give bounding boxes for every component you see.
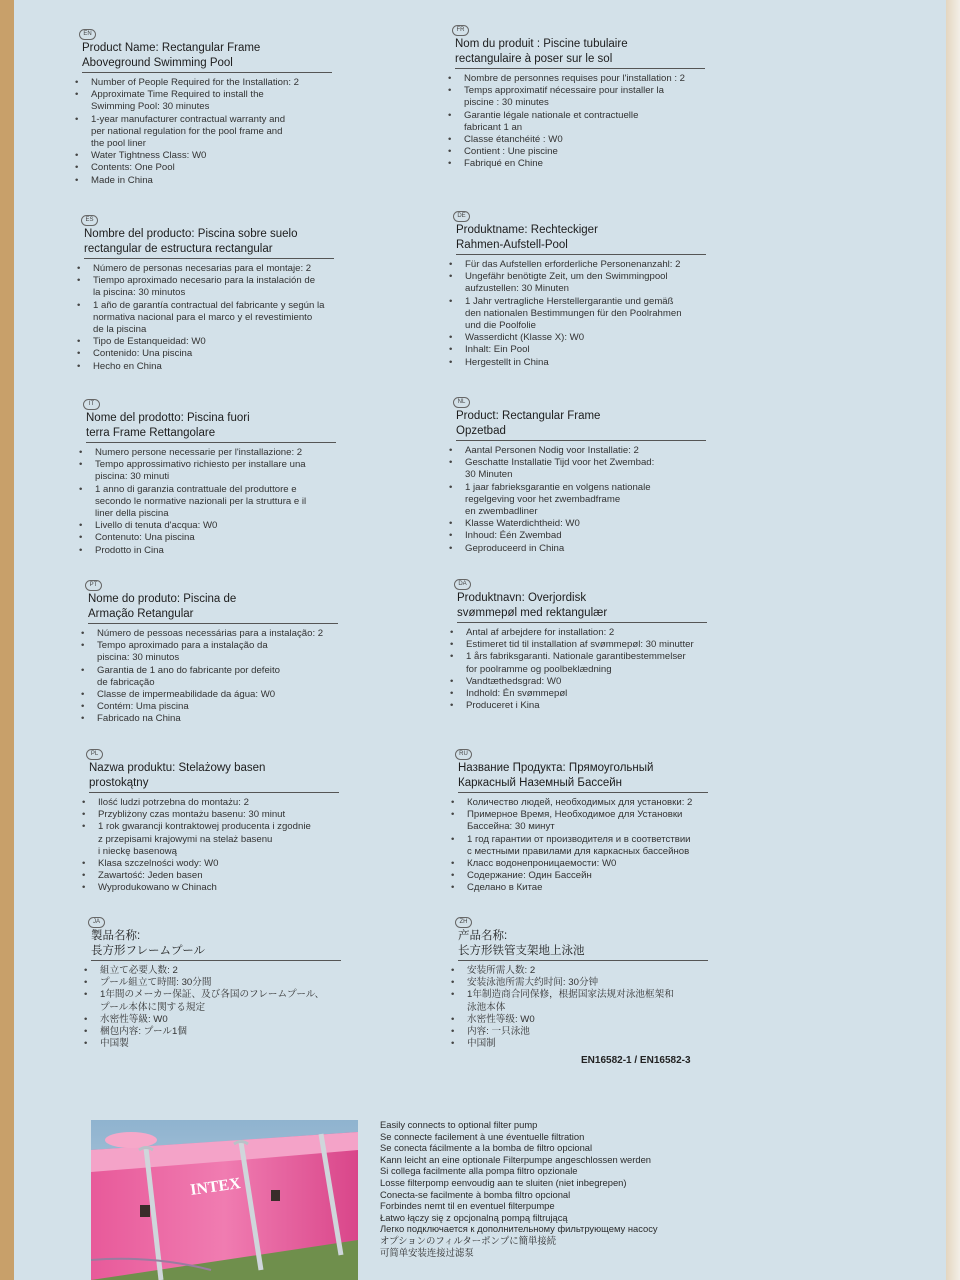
spec-item: • 1 jaar fabrieksgarantie en volgens nationale (456, 482, 718, 494)
language-badge: PL (86, 749, 103, 760)
spec-item: • Aantal Personen Nodig voor Installatie: 2 (456, 445, 718, 457)
filter-note: Se conecta fácilmente a la bomba de filtro opcional (380, 1142, 593, 1154)
title-line: Название Продукта: Прямоугольный (458, 762, 654, 774)
spec-item: • Antal af arbejdere for installation: 2 (457, 627, 719, 639)
spec-list (458, 797, 720, 895)
spec-item: • Contenuto: Una piscina (86, 532, 348, 544)
spec-item: • Número de personas necesarias para el montaje: 2 (84, 263, 346, 275)
spec-item: • Classe de impermeabilidade da água: W0 (88, 689, 350, 701)
spec-list (89, 797, 351, 895)
filter-note: Forbindes nemt til en eventuel filterpumpe (380, 1200, 555, 1212)
spec-item: • Für das Aufstellen erforderliche Personenanzahl: 2 (456, 259, 718, 271)
spec-item: • Geschatte Installatie Tijd voor het Zwembad: (456, 457, 718, 469)
spec-item: • Klasse Waterdichtheid: W0 (456, 518, 718, 530)
pool-photo (91, 1120, 358, 1280)
spec-item: • 内容: 一只泳池 (458, 1026, 720, 1038)
spec-list (84, 263, 346, 373)
spec-item: • Klasa szczelności wody: W0 (89, 858, 351, 870)
spec-item: • Nombre de personnes requises pour l'installation : 2 (455, 73, 717, 85)
spec-item: • Garantia de 1 ano do fabricante por defeito (88, 665, 350, 677)
spec-item: • 1 año de garantía contractual del fabricante y según la (84, 300, 346, 312)
filter-note: Kann leicht an eine optionale Filterpumpe angeschlossen werden (380, 1153, 652, 1165)
spec-item: • Contém: Uma piscina (88, 701, 350, 713)
spec-list (82, 77, 344, 187)
spec-item: • Indhold: Én svømmepøl (457, 688, 719, 700)
spec-list (456, 445, 718, 555)
language-badge: ES (81, 215, 98, 226)
spec-item: • Livello di tenuta d'acqua: W0 (86, 520, 348, 532)
product-name-title (82, 41, 332, 73)
spec-item: the pool liner (91, 138, 146, 150)
spec-item: • Fabriqué en Chine (455, 158, 717, 170)
title-line: Product Name: Rectangular Frame (82, 42, 261, 54)
spec-item: • 安装泳池所需大约时间: 30分钟 (458, 977, 720, 989)
section-da (457, 572, 719, 712)
spec-item: • 1年制造商合同保修，根据国家法规对泳池框架和 (458, 989, 720, 1001)
spec-item: • Contenido: Una piscina (84, 348, 346, 360)
spec-item: • 中国制 (458, 1038, 720, 1050)
language-badge: IT (83, 399, 100, 410)
spec-item: fabricant 1 an (464, 121, 523, 133)
spec-item: • Zawartość: Jeden basen (89, 870, 351, 882)
product-name-title (458, 929, 708, 961)
spec-item: • Garantie légale nationale et contractuelle (455, 110, 717, 122)
title-line: Nome del prodotto: Piscina fuori (86, 412, 250, 424)
title-line: rectangulaire à poser sur le sol (455, 53, 613, 65)
title-line: Produktnavn: Overjordisk (457, 592, 587, 604)
spec-item: • Wasserdicht (Klasse X): W0 (456, 332, 718, 344)
language-badge: DE (453, 211, 470, 222)
spec-item: • Содержание: Один Бассейн (458, 870, 720, 882)
title-line: Armação Retangular (88, 608, 194, 620)
spec-item: • プール組立て時間: 30分間 (91, 977, 353, 989)
title-line: 产品名称: (458, 930, 508, 942)
language-badge: ZH (455, 917, 472, 928)
spec-item: • 1 års fabriksgaranti. Nationale garantibestemmelser (457, 651, 719, 663)
filter-note: Losse filterpomp eenvoudig aan te sluiten (niet inbegrepen) (380, 1176, 627, 1188)
product-name-title (88, 592, 338, 624)
spec-item: i nieckę basenową (98, 845, 177, 857)
spec-item: for poolramme og poolbeklædning (466, 663, 612, 675)
spec-item: regelgeving voor het zwembadframe (465, 493, 621, 505)
standard-reference: EN16582-1 / EN16582-3 (581, 1055, 691, 1066)
title-line: Каркасный Наземный Бассейн (458, 777, 623, 789)
title-line: 長方形フレームプール (91, 945, 205, 957)
spec-item: • Temps approximatif nécessaire pour installer la (455, 85, 717, 97)
spec-item: • Количество людей, необходимых для установки: 2 (458, 797, 720, 809)
section-it (86, 392, 348, 557)
title-line: Nazwa produktu: Stelażowy basen (89, 762, 266, 774)
spec-list (86, 447, 348, 557)
spec-item: • Hecho en China (84, 361, 346, 373)
spec-item: • Ungefähr benötigte Zeit, um den Swimmingpool (456, 271, 718, 283)
filter-note: Легко подключается к дополнительному фильтрующему насосу (380, 1223, 658, 1235)
title-line: prostokątny (89, 777, 149, 789)
spec-item: aufzustellen: 30 Minuten (465, 283, 569, 295)
spec-item: la piscina: 30 minutos (93, 287, 186, 299)
panel-edge (946, 0, 960, 1280)
spec-item: • 1年間のメーカー保証、及び各国のフレームプール、 (91, 989, 353, 1001)
spec-item: • Tempo aproximado para a instalação da (88, 640, 350, 652)
language-badge: FR (452, 25, 469, 36)
spec-item: liner della piscina (95, 508, 169, 520)
spec-item: • Numero persone necessarie per l'installazione: 2 (86, 447, 348, 459)
spec-list (88, 628, 350, 726)
title-line: Produktname: Rechteckiger (456, 224, 598, 236)
title-line: Aboveground Swimming Pool (82, 57, 233, 69)
title-line: svømmepøl med rektangulær (457, 607, 608, 619)
product-name-title (456, 409, 706, 441)
section-ru (458, 742, 720, 895)
spec-item: • Inhalt: Ein Pool (456, 344, 718, 356)
product-name-title (458, 761, 708, 793)
title-line: rectangular de estructura rectangular (84, 243, 273, 255)
spec-item: • Hergestellt in China (456, 357, 718, 369)
spec-item: • 梱包内容: プール1個 (91, 1026, 353, 1038)
product-name-title (455, 37, 705, 69)
spec-item: de fabricação (97, 676, 155, 688)
product-name-title (84, 227, 334, 259)
spec-item: • Przybliżony czas montażu basenu: 30 minut (89, 809, 351, 821)
spec-item: • Inhoud: Één Zwembad (456, 530, 718, 542)
title-line: Rahmen-Aufstell-Pool (456, 239, 568, 251)
product-name-title (456, 223, 706, 255)
spec-item: с местными правилами для каркасных бассейнов (467, 845, 690, 857)
title-line: 长方形铁管支架地上泳池 (458, 945, 585, 957)
spec-item: Бассейна: 30 минут (467, 821, 555, 833)
product-name-title (89, 761, 339, 793)
filter-note: Easily connects to optional filter pump (380, 1119, 538, 1130)
language-badge: EN (79, 29, 96, 40)
language-badge: DA (454, 579, 471, 590)
spec-item: piscine : 30 minutes (464, 97, 549, 109)
spec-item: • Vandtæthedsgrad: W0 (457, 676, 719, 688)
spec-list (91, 965, 353, 1050)
section-zh (458, 910, 720, 1050)
title-line: Nome do produto: Piscina de (88, 593, 237, 605)
spec-item: Swimming Pool: 30 minutes (91, 101, 210, 113)
spec-item: • 水密性等级: W0 (458, 1014, 720, 1026)
filter-note: Conecta-se facilmente à bomba filtro opcional (380, 1188, 571, 1200)
section-ja (91, 910, 353, 1050)
language-badge: PT (85, 580, 102, 591)
language-badge: RU (455, 749, 472, 760)
spec-list (455, 73, 717, 171)
spec-item: • Número de pessoas necessárias para a instalação: 2 (88, 628, 350, 640)
spec-item: de la piscina (93, 324, 147, 336)
section-en (82, 22, 344, 187)
spec-item: • Made in China (82, 175, 344, 187)
spec-item: • Contient : Une piscine (455, 146, 717, 158)
language-badge: JA (88, 917, 105, 928)
filter-note: Si collega facilmente alla pompa filtro opzionale (380, 1165, 578, 1177)
section-pt (88, 573, 350, 726)
pool-illustration (91, 1120, 358, 1280)
spec-item: piscina: 30 minutos (97, 652, 180, 664)
spec-item: • Prodotto in Cina (86, 545, 348, 557)
section-es (84, 208, 346, 373)
spec-item: normativa nacional para el marco y el revestimiento (93, 311, 313, 323)
title-line: terra Frame Rettangolare (86, 427, 216, 439)
spec-item: • Сделано в Китае (458, 882, 720, 894)
spec-item: • 中国製 (91, 1038, 353, 1050)
spec-item: • Примерное Время, Необходимое для Установки (458, 809, 720, 821)
spec-list (457, 627, 719, 712)
filter-note: Łatwo łączy się z opcjonalną pompą filtrującą (380, 1211, 568, 1223)
title-line: Nombre del producto: Piscina sobre suelo (84, 228, 298, 240)
spec-item: • 1 год гарантии от производителя и в соответствии (458, 834, 720, 846)
spec-item: secondo le normative nazionali per la struttura e il (95, 495, 307, 507)
spec-item: • 1 anno di garanzia contrattuale del produttore e (86, 484, 348, 496)
spec-list (456, 259, 718, 369)
spec-item: • Wyprodukowano w Chinach (89, 882, 351, 894)
spec-item: • Classe étanchéité : W0 (455, 134, 717, 146)
filter-note: 可简单安装连接过滤泵 (380, 1246, 474, 1258)
spec-item: プール本体に関する規定 (100, 1001, 206, 1013)
spec-item: • Approximate Time Required to install the (82, 89, 344, 101)
product-name-title (91, 929, 341, 961)
product-name-title (86, 411, 336, 443)
language-badge: NL (453, 397, 470, 408)
spec-item: • 1 Jahr vertragliche Herstellergarantie und gemäß (456, 296, 718, 308)
title-line: Product: Rectangular Frame (456, 410, 601, 422)
title-line: Opzetbad (456, 425, 506, 437)
spec-item: z przepisami krajowymi na stelaż basenu (98, 833, 273, 845)
spec-item: • Fabricado na China (88, 713, 350, 725)
section-fr (455, 18, 717, 171)
spec-item: • 1 rok gwarancji kontraktowej producenta i zgodnie (89, 821, 351, 833)
spec-item: • Produceret i Kina (457, 700, 719, 712)
spec-item: • Estimeret tid til installation af svømmepøl: 30 minutter (457, 639, 719, 651)
spec-item: und die Poolfolie (465, 320, 536, 332)
filter-note: オプションのフィルターポンプに簡単接続 (380, 1234, 557, 1246)
spec-item: • Tipo de Estanqueidad: W0 (84, 336, 346, 348)
spec-item: • 水密性等級: W0 (91, 1014, 353, 1026)
section-de (456, 204, 718, 369)
spec-item: • 安装所需人数: 2 (458, 965, 720, 977)
brand-logo: INTEX (189, 1175, 242, 1199)
spec-item: • Number of People Required for the Installation: 2 (82, 77, 344, 89)
spec-item: en zwembadliner (465, 506, 538, 518)
spec-item: • Geproduceerd in China (456, 543, 718, 555)
filter-note: Se connecte facilement à une éventuelle filtration (380, 1130, 585, 1142)
spec-item: piscina: 30 minuti (95, 471, 170, 483)
spec-item: per national regulation for the pool frame and (91, 125, 283, 137)
spec-item: • Contents: One Pool (82, 162, 344, 174)
spec-item: den nationalen Bestimmungen für den Poolrahmen (465, 307, 682, 319)
spec-item: • Tiempo aproximado necesario para la instalación de (84, 275, 346, 287)
spec-item: • Tempo approssimativo richiesto per installare una (86, 459, 348, 471)
spec-item: • Ilość ludzi potrzebna do montażu: 2 (89, 797, 351, 809)
product-name-title (457, 591, 707, 623)
section-pl (89, 742, 351, 895)
spec-item: 泳池本体 (467, 1001, 506, 1013)
title-line: Nom du produit : Piscine tubulaire (455, 38, 628, 50)
spec-item: • 1-year manufacturer contractual warranty and (82, 114, 344, 126)
spec-item: • Класс водонепроницаемости: W0 (458, 858, 720, 870)
title-line: 製品名称: (91, 930, 141, 942)
section-nl (456, 390, 718, 555)
spec-list (458, 965, 720, 1050)
spec-item: • 組立て必要人数: 2 (91, 965, 353, 977)
filter-notes (380, 1119, 658, 1258)
spec-item: 30 Minuten (465, 469, 513, 481)
spec-item: • Water Tightness Class: W0 (82, 150, 344, 162)
